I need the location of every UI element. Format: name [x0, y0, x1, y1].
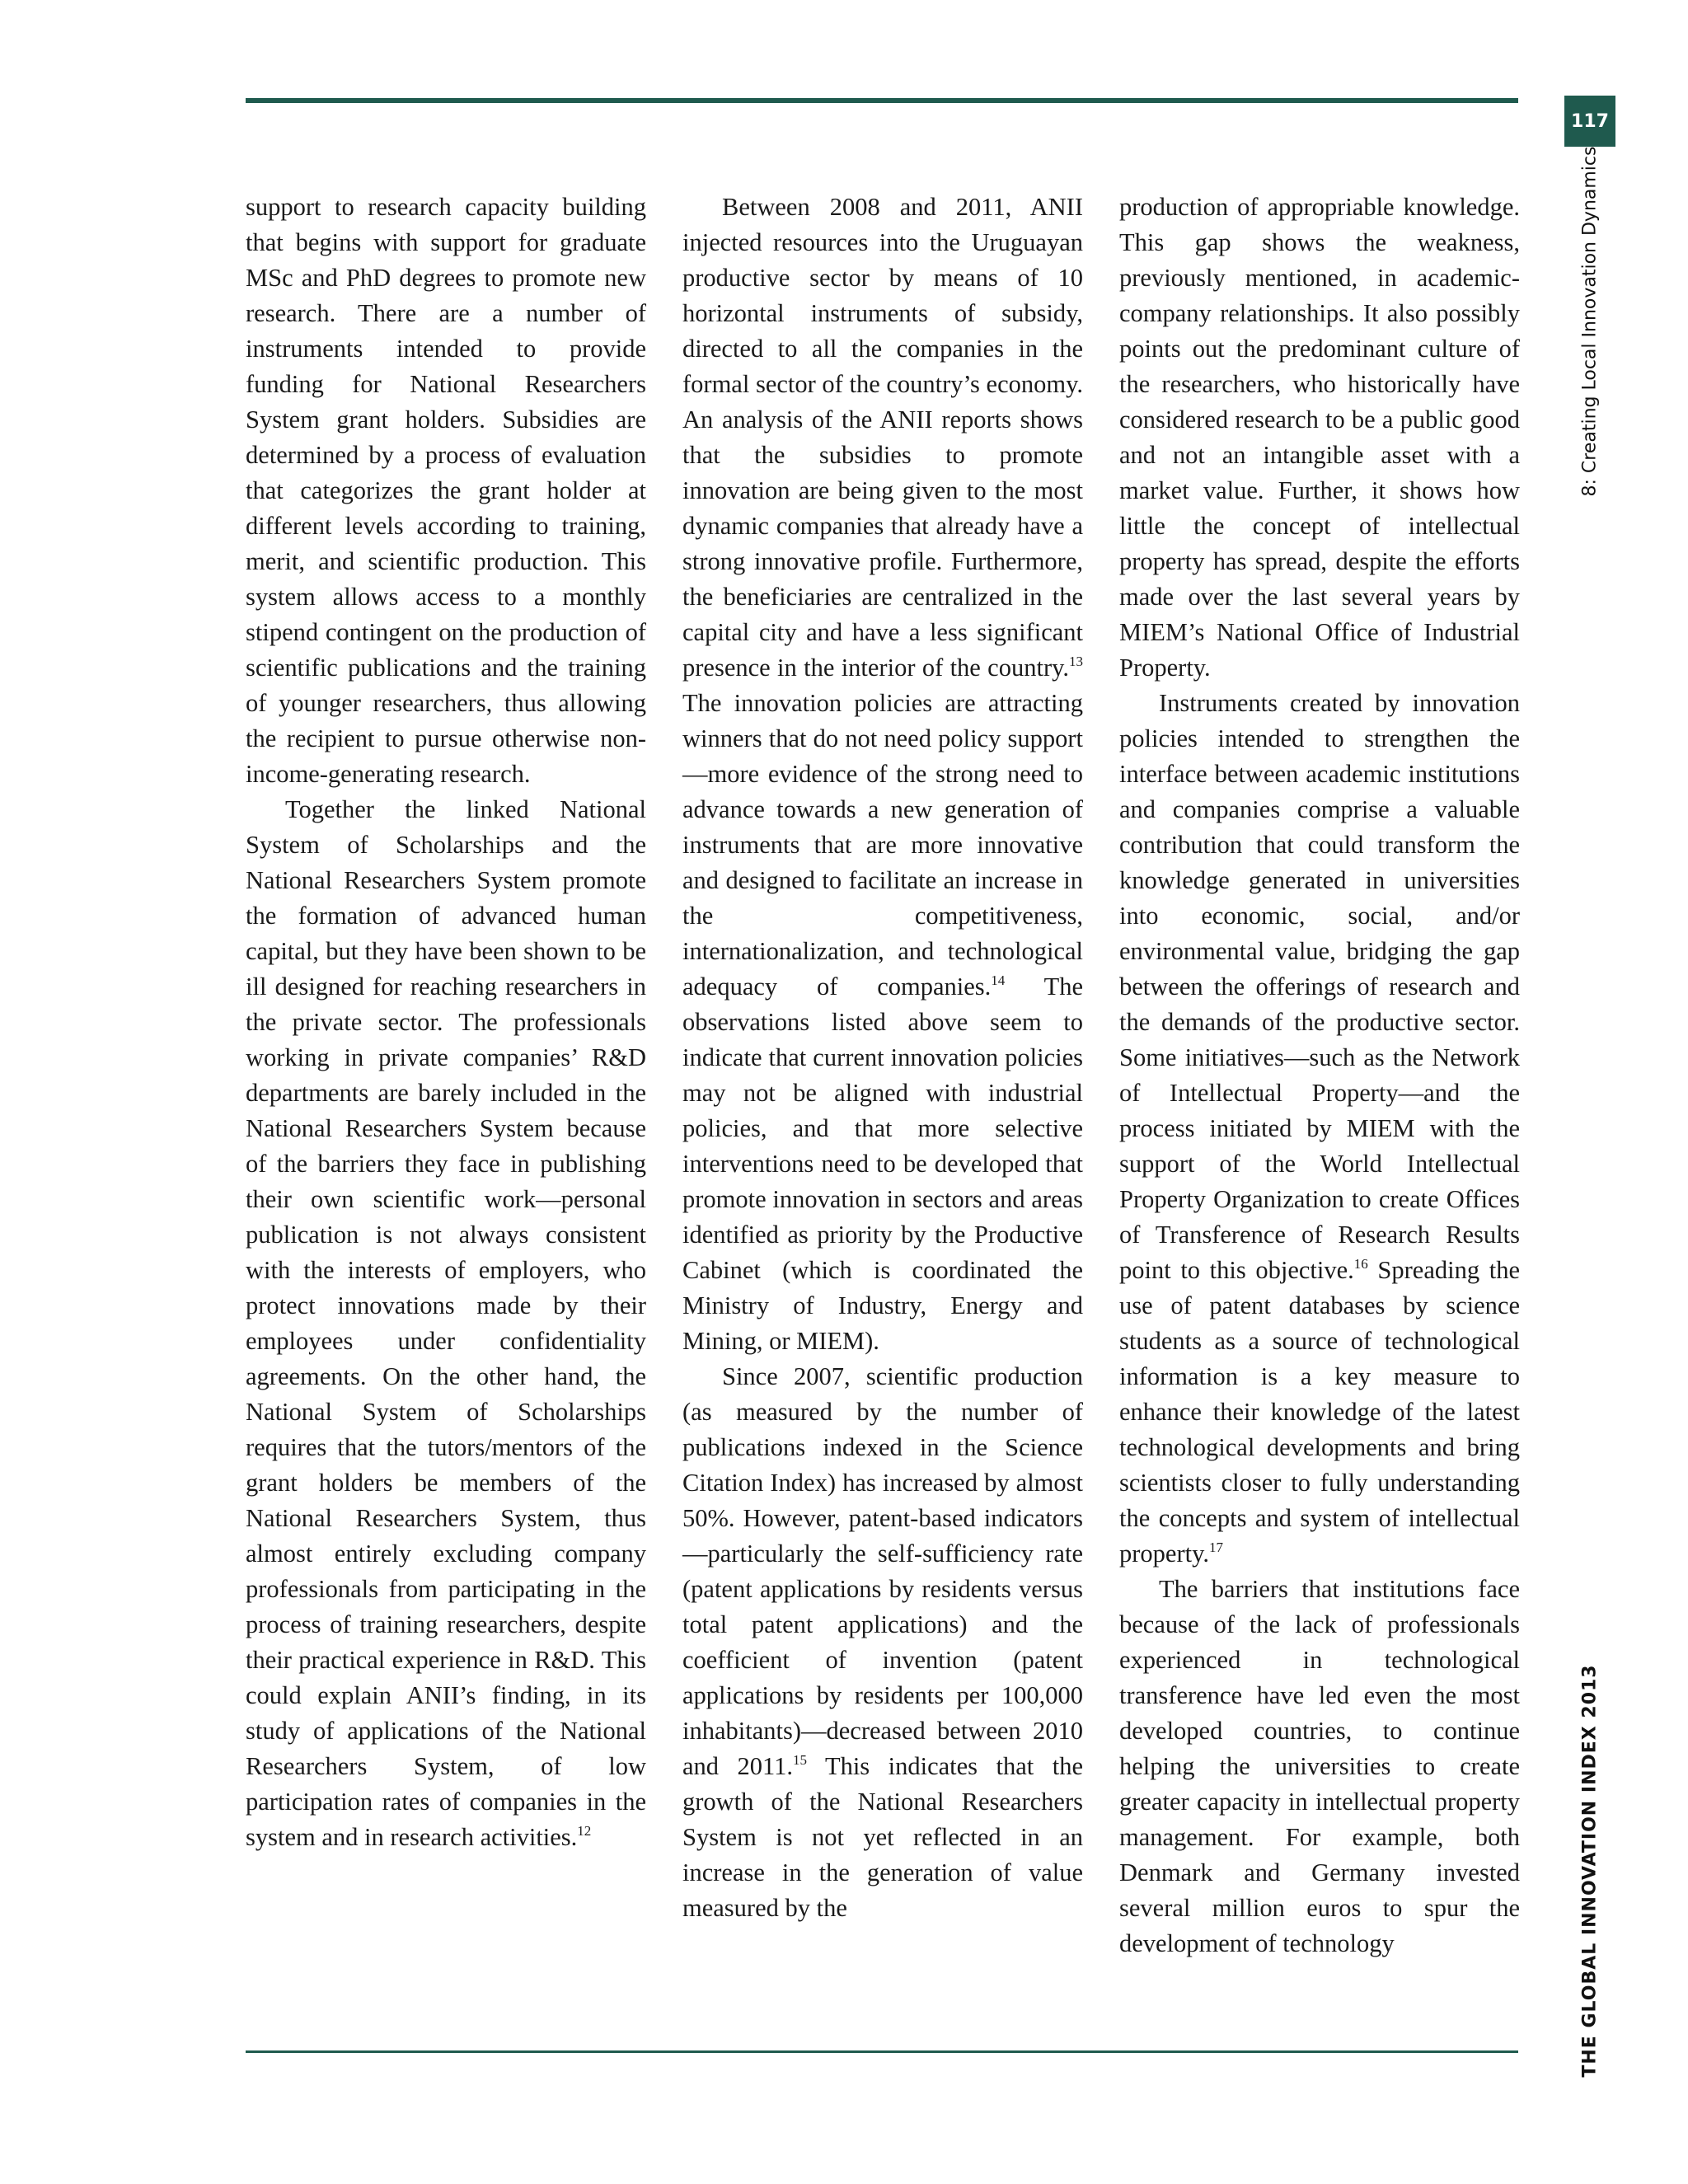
- footnote-ref: 12: [577, 1823, 592, 1839]
- paragraph-text: The barriers that institutions face because of the lack of professionals experienced in technological transference have led even the most developed countries, to continue helping the universities to create greater capacity in intellectual property management. For example, both Denmark and Germany invested several million euros to spur the development of technology: [1119, 1575, 1520, 1957]
- paragraph-text: Between 2008 and 2011, ANII injected resources into the Uruguayan productive sector by means of 10 horizontal instruments of subsidy, directed to all the companies in the formal sector of the country’s economy. An analysis of the ANII reports shows that the subsidies to promote innovation are being given to the most dynamic companies that already have a strong innovative profile. Furthermore, the beneficiaries are centralized in the capital city and have a less significant presence in the interior of the country.: [682, 193, 1083, 682]
- paragraph: [682, 190, 1083, 1359]
- footnote-ref: 17: [1208, 1540, 1223, 1555]
- paragraph-text: The observations listed above seem to indicate that current innovation policies may not be aligned with industrial policies, and that more selective interventions need to be developed that promote innovation in sectors and areas identified as priority by the Productive Cabinet (which is coordinated the Ministry of Industry, Energy and Mining, or MIEM).: [682, 972, 1083, 1355]
- page-number: 117: [1571, 110, 1609, 132]
- paragraph-text: Instruments created by innovation policies intended to strengthen the interface between academic institutions and companies comprise a valuable contribution that could transform the knowledge generated in universities into economic, social, and/or environmental value, bridging the gap between the offerings of research and the demands of the productive sector. Some initiatives—such as the Network of Intellectual Property—and the process initiated by MIEM with the support of the World Intellectual Property Organization to create Offices of Transference of Research Results point to this objective.: [1119, 689, 1520, 1284]
- text-column-1: [246, 190, 646, 1855]
- paragraph-text: This indicates that the growth of the National Researchers System is not yet reflected in an increase in the generation of value measured by the: [682, 1752, 1084, 1922]
- header-rule: [246, 98, 1518, 103]
- paragraph-text: support to research capacity building that begins with support for graduate MSc and PhD degrees to promote new research. There are a number of instruments intended to provide funding for National Researchers System grant holders. Subsidies are determined by a process of evaluation that categorizes the grant holder at different levels according to training, merit, and scientific production. This system allows access to a monthly stipend contingent on the production of scientific publications and the training of younger researchers, thus allowing the recipient to pursue otherwise non-income-generating research.: [246, 193, 646, 788]
- paragraph: [1119, 190, 1520, 686]
- paragraph: [682, 1359, 1083, 1926]
- paragraph: [1119, 1572, 1520, 1961]
- paragraph-text: Since 2007, scientific production (as measured by the number of publications indexed in the Science Citation Index) has increased by almost 50%. However, patent-based indicators—particularly the self-sufficiency rate (patent applications by residents versus total patent applications) and the coefficient of invention (patent applications by residents per 100,000 inhabitants)—decreased between 2010 and 2011.: [682, 1362, 1083, 1780]
- paragraph: [246, 792, 646, 1855]
- paragraph-text: The innovation policies are attracting winners that do not need policy support—more evidence of the strong need to advance towards a new generation of instruments that are more innovative and designed to facilitate an increase in the competitiveness, internationalization, and technological adequacy of companies.: [682, 689, 1083, 1001]
- page-number-badge: [1564, 96, 1615, 147]
- footer-rule: [246, 2050, 1518, 2053]
- footnote-ref: 14: [991, 972, 1006, 988]
- paragraph-text: Together the linked National System of Scholarships and the National Researchers System promote the formation of advanced human capital, but they have been shown to be ill designed for reaching researchers in the private sector. The professionals working in private companies’ R&D departments are barely included in the National Researchers System because of the barriers they face in publishing their own scientific work—personal publication is not always consistent with the interests of employers, who protect innovations made by their employees under confidentiality agreements. On the other hand, the National System of Scholarships requires that the tutors/mentors of the grant holders be members of the National Researchers System, thus almost entirely excluding company professionals from participating in the process of training researchers, despite their practical experience in R&D. This could explain ANII’s finding, in its study of applications of the National Researchers System, of low participation rates of companies in the system and in research activities.: [246, 795, 646, 1851]
- footnote-ref: 16: [1353, 1256, 1368, 1272]
- paragraph-text: production of appropriable knowledge. This gap shows the weakness, previously mentioned, in academic-company relationships. It also possibly points out the predominant culture of the researchers, who historically have considered research to be a public good and not an intangible asset with a market value. Further, it shows how little the concept of intellectual property has spread, despite the efforts made over the last several years by MIEM’s National Office of Industrial Property.: [1119, 193, 1520, 682]
- paragraph: [1119, 686, 1520, 1572]
- paragraph: [246, 190, 646, 792]
- paragraph-text: Spreading the use of patent databases by science students as a source of technological information is a key measure to enhance their knowledge of the latest technological developments and bring scientists closer to fully understanding the concepts and system of intellectual property.: [1119, 1256, 1520, 1568]
- chapter-title: 8: Creating Local Innovation Dynamics: [1579, 146, 1601, 497]
- book-title: THE GLOBAL INNOVATION INDEX 2013: [1579, 1664, 1601, 2078]
- footnote-ref: 13: [1069, 654, 1083, 669]
- text-column-3: [1119, 190, 1520, 1961]
- text-column-2: [682, 190, 1083, 1926]
- footnote-ref: 15: [793, 1752, 808, 1768]
